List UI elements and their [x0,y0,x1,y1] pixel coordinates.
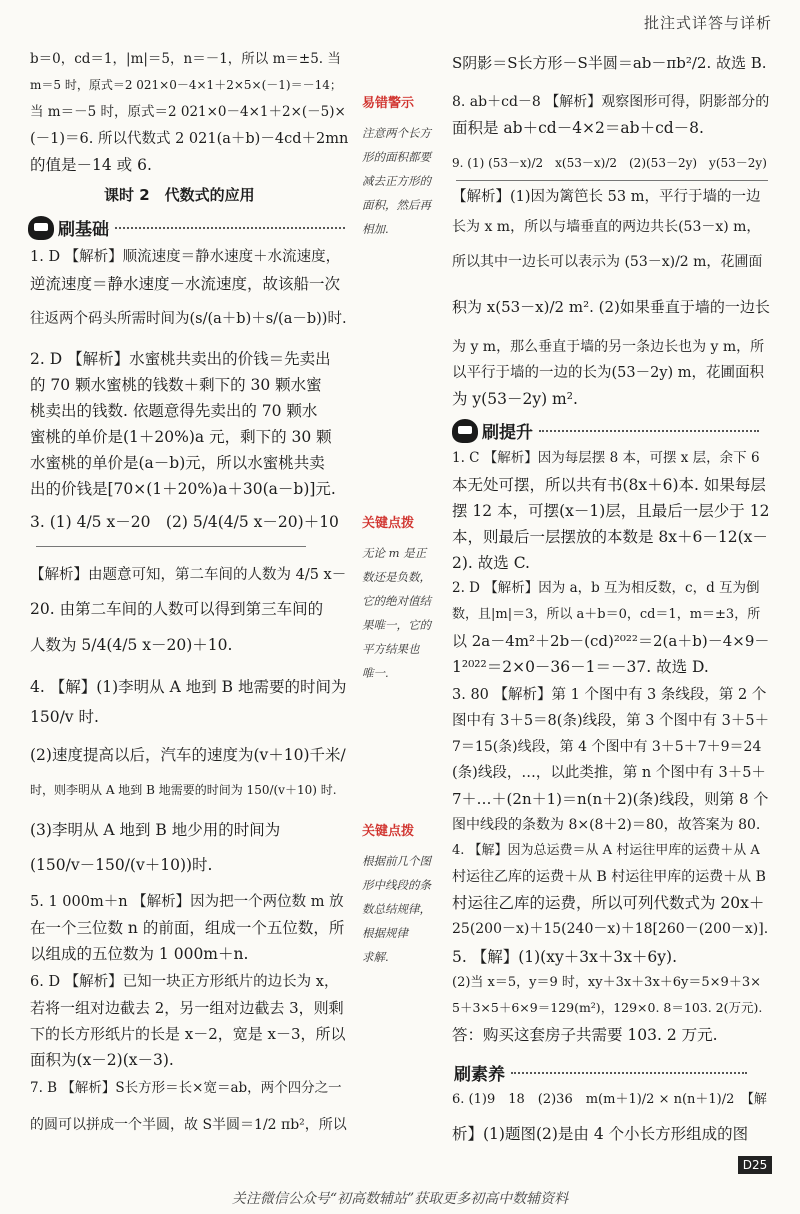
text-line: 2. D 【解析】水蜜桃共卖出的价钱＝先卖出 [30,350,331,368]
footer-note: 关注微信公众号“初高数辅站”获取更多初高中数辅资料 [231,1191,569,1207]
side-note-error [362,92,448,241]
badge-basic [28,215,345,240]
badge-advance [452,418,759,443]
text-line: 若将一组对边截去 2，另一组对边截去 3，则剩 [30,999,344,1017]
page-number: D25 [738,1156,772,1174]
side-note-line: 根据规律 [362,926,408,940]
side-note-line: 果唯一，它的 [362,618,431,632]
text-line: 【解析】由题意可知，第二车间的人数为 4/5 x－ [30,567,347,583]
side-note-title: 易错警示 [362,96,415,111]
left-column [30,0,360,1150]
text-line: 5. 1 000m＋n 【解析】因为把一个两位数 m 放 [30,894,344,910]
text-line: 时，则李明从 A 地到 B 地需要的时间为 150/(v＋10) 时. [30,783,337,797]
badge-label: 刷素养 [454,1065,505,1085]
page-header: 批注式详答与详析 [643,14,772,32]
badge-label: 刷基础 [58,220,109,240]
text-line: 本，则最后一层摆放的本数是 8x＋6－12(x－ [452,528,768,546]
right-column [452,0,782,1150]
text-line: 6. D 【解析】已知一块正方形纸片的边长为 x， [30,974,339,990]
badge-literacy [454,1060,747,1085]
text-line: 以组成的五位数为 1 000m＋n. [30,945,249,963]
side-note-body [362,849,448,969]
text-line: 蜜桃的单价是(1＋20%)a 元，剩下的 30 颗 [30,428,332,446]
side-note-line: 数总结规律， [362,902,431,916]
text-line: 6. (1)9 18 (2)36 m(m＋1)/2 × n(n＋1)/2 【解 [452,1092,767,1107]
pencil-badge-icon [28,216,54,240]
text-line: 图中有 3＋5＝8(条)线段，第 3 个图中有 3＋5＋ [452,713,770,729]
text-line: 图中线段的条数为 8×(8＋2)＝80，故答案为 80. [452,817,761,833]
text-line: 村运往乙库的运费＋从 B 村运往甲库的运费＋从 B [452,869,766,885]
text-line: 3. (1) 4/5 x－20 (2) 5/4(4/5 x－20)＋10 [30,513,339,531]
side-note-body [362,121,448,241]
side-note-line: 形中线段的条 [362,878,431,892]
side-note-line: 数还是负数， [362,570,431,584]
text-line: m＝5 时，原式＝2 021×0－4×1＋2×5×(－1)＝－14； [30,78,342,92]
text-line: 桃卖出的钱数. 依题意得先卖出的 70 颗水 [30,402,318,420]
text-line: 面积是 ab＋cd－4×2＝ab＋cd－8. [452,119,704,137]
text-line: 9. (1) (53－x)/2 x(53－x)/2 (2)(53－2y) y(53－2y) [452,156,767,170]
text-line: 25(200－x)＋15(240－x)＋18[260－(200－x)]. [452,921,769,937]
side-note-body [362,541,448,685]
text-line: (2)当 x＝5，y＝9 时，xy＋3x＋3x＋6y＝5×9＋3× [452,975,761,990]
side-note-title: 关键点拨 [362,824,415,839]
text-line: 数，且|m|＝3，所以 a＋b＝0，cd＝1，m＝±3，所 [452,607,761,622]
text-line: 1. D 【解析】顺流速度＝静水速度＋水流速度， [30,249,341,265]
answer-divider [456,180,768,181]
side-note-line: 平方结果也 [362,642,420,656]
text-line: 往返两个码头所需时间为(s/(a＋b)＋s/(a－b))时. [30,311,347,327]
text-line: 2). 故选 C. [452,554,530,572]
dotted-rule [511,1072,747,1074]
text-line: 20. 由第二车间的人数可以得到第三车间的 [30,600,324,618]
text-line: 为 y m，那么垂直于墙的另一条边长也为 y m，所 [452,339,765,355]
text-line: (2)速度提高以后，汽车的速度为(v＋10)千米/ [30,746,346,764]
dotted-rule [539,430,759,432]
text-line: 析】(1)题图(2)是由 4 个小长方形组成的图 [452,1125,749,1143]
side-note-line: 求解. [362,950,389,964]
text-line: 本无处可摆，所以共有书(8x＋6)本. 如果每层 [452,476,766,494]
text-line: 以 2a－4m²＋2b－(cd)²⁰²²＝2(a＋b)－4×9－ [452,632,770,650]
text-line: 面积为(x－2)(x－3). [30,1051,174,1069]
text-line: 7＋…＋(2n＋1)＝n(n＋2)(条)线段，则第 8 个 [452,790,769,808]
text-line: (150/v－150/(v＋10))时. [30,856,213,874]
text-line: 【解析】(1)因为篱笆长 53 m，平行于墙的一边 [452,189,761,205]
side-note-line: 它的绝对值结 [362,594,431,608]
text-line: 积为 x(53－x)/2 m². (2)如果垂直于墙的一边长 [452,298,770,316]
text-line: 答：购买这套房子共需要 103. 2 万元. [452,1026,718,1044]
side-note-line: 根据前几个图 [362,854,431,868]
lesson-title: 课时 2 代数式的应用 [104,186,255,204]
text-line: 150/v 时. [30,708,99,726]
answer-divider [36,546,306,547]
text-line: 所以其中一边长可以表示为 (53－x)/2 m，花圃面 [452,254,763,270]
text-line: (－1)＝6. 所以代数式 2 021(a＋b)－4cd＋2mn [30,131,349,147]
text-line: 在一个三位数 n 的前面，组成一个五位数，所 [30,919,345,937]
text-line: 以平行于墙的一边的长为(53－2y) m，花圃面积 [452,365,765,381]
side-note-line: 面积，然后再 [362,198,431,212]
side-note-line: 注意两个长方 [362,126,431,140]
text-line: 1. C 【解析】因为每层摆 8 本，可摆 x 层，余下 6 [452,450,760,466]
side-note-line: 无论 m 是正 [362,546,427,560]
text-line: 1²⁰²²＝2×0－36－1＝－37. 故选 D. [452,658,709,676]
text-line: (3)李明从 A 地到 B 地少用的时间为 [30,821,281,839]
text-line: S阴影＝S长方形－S半圆＝ab－πb²/2. 故选 B. [452,54,767,72]
badge-label: 刷提升 [482,423,533,443]
text-line: 5. 【解】(1)(xy＋3x＋3x＋6y). [452,948,678,966]
text-line: 3. 80 【解析】第 1 个图中有 3 条线段，第 2 个 [452,687,767,703]
side-note-line: 减去正方形的 [362,174,431,188]
text-line: 逆流速度＝静水速度－水流速度，故该船一次 [30,275,341,293]
text-line: 为 y(53－2y) m². [452,390,578,408]
text-line: 当 m＝－5 时，原式＝2 021×0－4×1＋2×(－5)× [30,104,346,120]
side-note-title: 关键点拨 [362,516,415,531]
text-line: 的圆可以拼成一个半圆，故 S半圆＝1/2 πb²，所以 [30,1117,347,1133]
text-line: b＝0，cd＝1，|m|＝5，n＝－1，所以 m＝±5. 当 [30,51,341,67]
text-line: 水蜜桃的单价是(a－b)元，所以水蜜桃共卖 [30,454,325,472]
text-line: 下的长方形纸片的长是 x－2，宽是 x－3，所以 [30,1025,346,1043]
text-line: (条)线段，…，以此类推，第 n 个图中有 3＋5＋ [452,765,766,781]
text-line: 摆 12 本，可摆(x－1)层，且最后一层少于 12 [452,502,770,520]
text-line: 人数为 5/4(4/5 x－20)＋10. [30,636,233,654]
text-line: 4. 【解】(1)李明从 A 地到 B 地需要的时间为 [30,678,347,696]
side-note-key-1 [362,512,448,685]
dotted-rule [115,227,345,229]
side-note-line: 形的面积都要 [362,150,431,164]
text-line: 的值是－14 或 6. [30,156,152,174]
text-line: 7＝15(条)线段，第 4 个图中有 3＋5＋7＋9＝24 [452,739,762,755]
text-line: 长为 x m，所以与墙垂直的两边共长(53－x) m， [452,219,761,235]
text-line: 4. 【解】因为总运费＝从 A 村运往甲库的运费＋从 A [452,843,760,858]
side-note-key-2 [362,820,448,969]
text-line: 5＋3×5＋6×9＝129(m²)，129×0. 8＝103. 2(万元). [452,1000,763,1015]
text-line: 7. B 【解析】S长方形＝长×宽＝ab，两个四分之一 [30,1080,342,1096]
text-line: 村运往乙库的运费，所以可列代数式为 20x＋ [452,894,765,912]
text-line: 的 70 颗水蜜桃的钱数＋剩下的 30 颗水蜜 [30,376,322,394]
side-note-line: 相加. [362,222,389,236]
side-note-line: 唯一. [362,666,389,680]
text-line: 出的价钱是[70×(1＋20%)a＋30(a－b)]元. [30,480,336,498]
text-line: 2. D 【解析】因为 a，b 互为相反数，c，d 互为倒 [452,580,760,596]
text-line: 8. ab＋cd－8 【解析】观察图形可得，阴影部分的 [452,94,770,110]
pencil-badge-icon [452,419,478,443]
